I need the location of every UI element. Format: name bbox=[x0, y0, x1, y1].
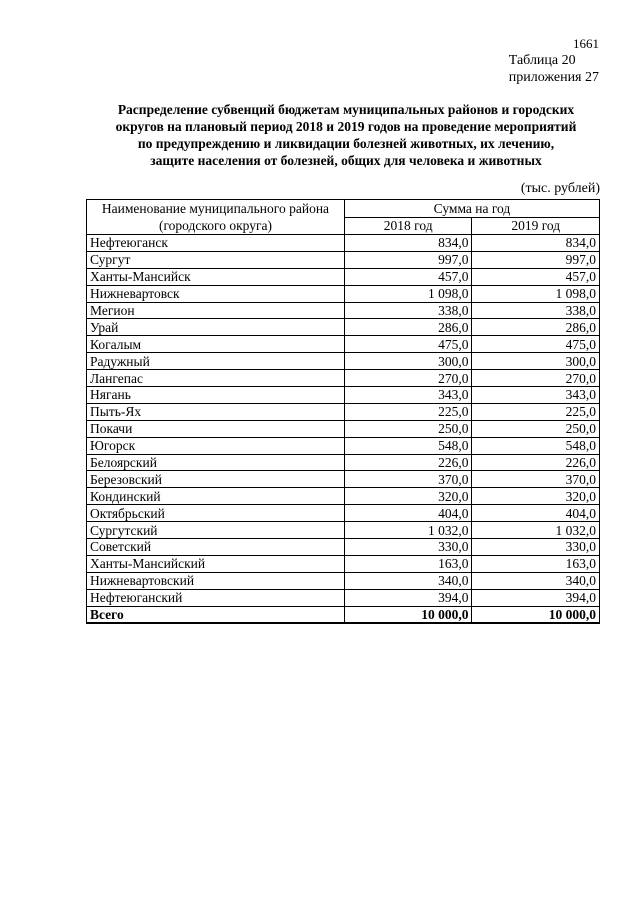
amount-2019: 404,0 bbox=[472, 505, 600, 522]
amount-2019: 163,0 bbox=[472, 555, 600, 572]
amount-2018: 225,0 bbox=[344, 403, 472, 420]
table-row bbox=[87, 454, 600, 471]
amount-2018: 404,0 bbox=[344, 505, 472, 522]
municipality-name: Пыть-Ях bbox=[87, 403, 345, 420]
table-row bbox=[87, 420, 600, 437]
municipality-name: Лангепас bbox=[87, 370, 345, 387]
page-number: 1661 bbox=[573, 36, 599, 51]
amount-2019: 1 098,0 bbox=[472, 285, 600, 302]
table-row bbox=[87, 589, 600, 606]
table-body bbox=[87, 235, 600, 624]
municipality-name: Нягань bbox=[87, 387, 345, 404]
amount-2018: 834,0 bbox=[344, 235, 472, 252]
table-row bbox=[87, 302, 600, 319]
table-row bbox=[87, 336, 600, 353]
table-row bbox=[87, 387, 600, 404]
municipality-name: Советский bbox=[87, 539, 345, 556]
municipality-name: Нефтеюганский bbox=[87, 589, 345, 606]
document-title bbox=[96, 101, 596, 169]
amount-2018: 340,0 bbox=[344, 572, 472, 589]
header-municipality-line2: (городского округа) bbox=[158, 218, 272, 233]
municipality-name: Нефтеюганск bbox=[87, 235, 345, 252]
amount-2019: 997,0 bbox=[472, 251, 600, 268]
header-year-2019: 2019 год bbox=[472, 217, 600, 235]
header-sum: Сумма на год bbox=[344, 200, 599, 218]
municipality-name: Нижневартовск bbox=[87, 285, 345, 302]
appendix-reference bbox=[509, 52, 599, 86]
amount-2019: 286,0 bbox=[472, 319, 600, 336]
municipality-name: Урай bbox=[87, 319, 345, 336]
table-row bbox=[87, 235, 600, 252]
amount-2019: 475,0 bbox=[472, 336, 600, 353]
municipality-name: Когалым bbox=[87, 336, 345, 353]
municipality-name: Покачи bbox=[87, 420, 345, 437]
header-municipality-line1: Наименование муниципального района bbox=[101, 201, 330, 216]
amount-2018: 997,0 bbox=[344, 251, 472, 268]
title-line: по предупреждению и ликвидации болезней животных, их лечению, bbox=[137, 136, 555, 151]
table-row bbox=[87, 555, 600, 572]
municipality-name: Радужный bbox=[87, 353, 345, 370]
appendix-attachment: приложения 27 bbox=[508, 70, 599, 85]
amount-2018: 320,0 bbox=[344, 488, 472, 505]
municipality-name: Ханты-Мансийский bbox=[87, 555, 345, 572]
amount-2019: 394,0 bbox=[472, 589, 600, 606]
amount-2018: 163,0 bbox=[344, 555, 472, 572]
amount-2018: 1 098,0 bbox=[344, 285, 472, 302]
municipality-name: Кондинский bbox=[87, 488, 345, 505]
amount-2018: 300,0 bbox=[344, 353, 472, 370]
amount-2018: 226,0 bbox=[344, 454, 472, 471]
amount-2018: 343,0 bbox=[344, 387, 472, 404]
table-row bbox=[87, 319, 600, 336]
table-row bbox=[87, 403, 600, 420]
title-line: защите населения от болезней, общих для человека и животных bbox=[150, 153, 542, 168]
table-row bbox=[87, 522, 600, 539]
table-row bbox=[87, 471, 600, 488]
amount-2019: 548,0 bbox=[472, 437, 600, 454]
amount-2018: 548,0 bbox=[344, 437, 472, 454]
municipality-name: Ханты-Мансийск bbox=[87, 268, 345, 285]
municipality-name: Октябрьский bbox=[87, 505, 345, 522]
amount-2019: 834,0 bbox=[472, 235, 600, 252]
table-row bbox=[87, 268, 600, 285]
amount-2019: 457,0 bbox=[472, 268, 600, 285]
table-row bbox=[87, 539, 600, 556]
amount-2019: 338,0 bbox=[472, 302, 600, 319]
table-row bbox=[87, 285, 600, 302]
amount-2018: 338,0 bbox=[344, 302, 472, 319]
units-label: (тыс. рублей) bbox=[520, 181, 600, 196]
amount-2019: 340,0 bbox=[472, 572, 600, 589]
table-row bbox=[87, 505, 600, 522]
table-row bbox=[87, 353, 600, 370]
municipality-name: Югорск bbox=[87, 437, 345, 454]
amount-2018: 330,0 bbox=[344, 539, 472, 556]
municipality-name: Березовский bbox=[87, 471, 345, 488]
amount-2019: 300,0 bbox=[472, 353, 600, 370]
amount-2018: 475,0 bbox=[344, 336, 472, 353]
amount-2019: 226,0 bbox=[472, 454, 600, 471]
municipality-name: Мегион bbox=[87, 302, 345, 319]
amount-2019: 250,0 bbox=[472, 420, 600, 437]
amount-2018: 10 000,0 bbox=[344, 606, 472, 623]
table-row bbox=[87, 437, 600, 454]
amount-2019: 270,0 bbox=[472, 370, 600, 387]
municipality-name: Сургутский bbox=[87, 522, 345, 539]
header-municipality bbox=[87, 200, 345, 235]
amount-2019: 330,0 bbox=[472, 539, 600, 556]
header-year-2018: 2018 год bbox=[344, 217, 472, 235]
amount-2019: 370,0 bbox=[472, 471, 600, 488]
total-row bbox=[87, 606, 600, 623]
amount-2018: 286,0 bbox=[344, 319, 472, 336]
table-row bbox=[87, 488, 600, 505]
amount-2019: 343,0 bbox=[472, 387, 600, 404]
amount-2018: 250,0 bbox=[344, 420, 472, 437]
municipality-name: Белоярский bbox=[87, 454, 345, 471]
amount-2018: 270,0 bbox=[344, 370, 472, 387]
amount-2019: 320,0 bbox=[472, 488, 600, 505]
amount-2018: 1 032,0 bbox=[344, 522, 472, 539]
amount-2018: 394,0 bbox=[344, 589, 472, 606]
amount-2019: 225,0 bbox=[472, 403, 600, 420]
table-row bbox=[87, 370, 600, 387]
amount-2019: 10 000,0 bbox=[472, 606, 600, 623]
amount-2018: 370,0 bbox=[344, 471, 472, 488]
municipality-name: Сургут bbox=[87, 251, 345, 268]
amount-2018: 457,0 bbox=[344, 268, 472, 285]
municipality-name: Нижневартовский bbox=[87, 572, 345, 589]
title-line: Распределение субвенций бюджетам муниципальных районов и городских bbox=[117, 102, 575, 117]
table-row bbox=[87, 251, 600, 268]
total-label: Всего bbox=[87, 606, 345, 623]
subvention-table bbox=[86, 199, 600, 624]
amount-2019: 1 032,0 bbox=[472, 522, 600, 539]
title-line: округов на плановый период 2018 и 2019 годов на проведение мероприятий bbox=[115, 119, 577, 134]
table-row bbox=[87, 572, 600, 589]
appendix-table-number: Таблица 20 bbox=[508, 53, 576, 68]
